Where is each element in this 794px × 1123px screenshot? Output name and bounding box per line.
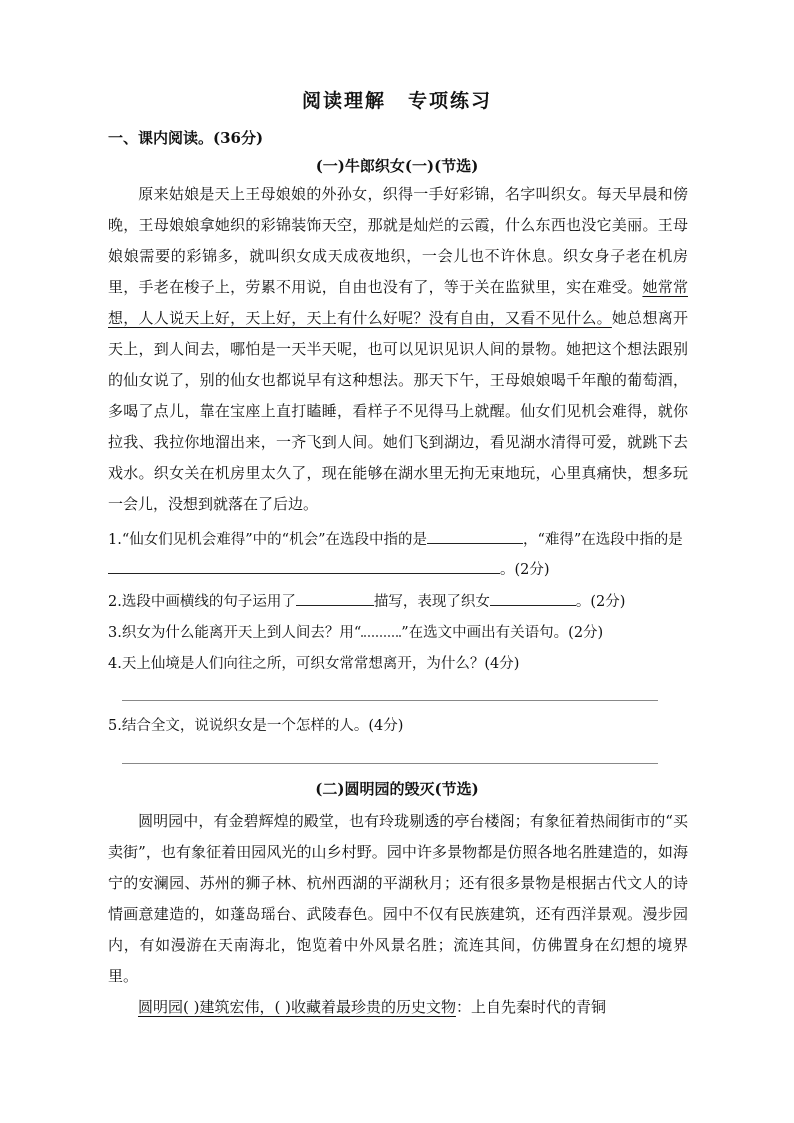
- answer-line-4[interactable]: [122, 700, 658, 701]
- passage1-subtitle: (一)牛郎织女(一)(节选): [315, 157, 479, 175]
- title-left: 阅读理解: [301, 90, 386, 112]
- passage1-before: 原来姑娘是天上王母娘娘的外孙女，织得一手好彩锦，名字叫织女。每天早晨和傍晚，王母娘娘拿她织的彩锦装饰天空，那就是灿烂的云霞，什么东西也没它美丽。王母娘娘需要的彩锦多，就叫织女成天成夜地织，一会儿也不许休息。织女身子老在机房里，手老在梭子上，劳累不用说，自由也没有了，等于关在监狱里，实在难受。: [108, 185, 688, 296]
- passage2-text: [108, 806, 688, 992]
- passage1-underlined-sentence: 她常常想，人人说天上好，天上好，天上有什么好呢？没有自由，又看不见什么。: [108, 278, 688, 327]
- passage2-underlined-sentence: 圆明园( )建筑宏伟，( )收藏着最珍贵的历史文物: [138, 998, 456, 1016]
- question-3: 3.织女为什么能离开天上到人间去？用“ ”在选文中画出有关语句。(2分): [108, 618, 698, 648]
- section-heading-1: 一、课内阅读。(36分): [108, 129, 264, 147]
- passage2-paragraph-1: 圆明园中，有金碧辉煌的殿堂，也有玲珑剔透的亭台楼阁；有象征着热闹街市的“买卖街”，也有象征着田园风光的山乡村野。园中许多景物都是仿照各地名胜建造的，如海宁的安澜园、苏州的狮子林、杭州西湖的平湖秋月；还有很多景物是根据古代文人的诗情画意建造的，如蓬岛瑶台、武陵春色。园中不仅有民族建筑，还有西洋景观。漫步园内，有如漫游在天南海北，饱览着中外风景名胜；流连其间，仿佛置身在幻想的境界里。: [108, 812, 688, 985]
- question-1: 1.“仙女们见机会难得”中的“机会”在选段中指的是 ，“难得”在选段中指的是。(2分): [108, 525, 698, 585]
- answer-blank-2b[interactable]: [490, 589, 576, 606]
- answer-blank-1b[interactable]: [108, 557, 500, 574]
- question-2: 2.选段中画横线的句子运用了 描写，表现了织女 。(2分): [108, 587, 698, 617]
- passage2-paragraph-2: 圆明园( )建筑宏伟，( )收藏着最珍贵的历史文物：上自先秦时代的青铜: [138, 998, 606, 1016]
- passage2-subtitle: (二)圆明园的毁灭(节选): [315, 780, 479, 798]
- answer-line-5[interactable]: [122, 763, 658, 764]
- answer-blank-2a[interactable]: [296, 589, 374, 606]
- question-4: 4.天上仙境是人们向往之所，可织女常常想离开，为什么？(4分): [108, 656, 520, 672]
- wavy-underline-mark: [361, 621, 401, 637]
- question-5: 5.结合全文，说说织女是一个怎样的人。(4分): [108, 718, 404, 734]
- passage1-after: 她总想离开天上，到人间去，哪怕是一天半天呢，也可以见识见识人间的景物。她把这个想法跟别的仙女说了，别的仙女也都说早有这种想法。那天下午，王母娘娘喝千年酿的葡萄酒，多喝了点儿，靠在宝座上直打瞌睡，看样子不见得马上就醒。仙女们见机会难得，就你拉我、我拉你地溜出来，一齐飞到人间。她们飞到湖边，看见湖水清得可爱，就跳下去戏水。织女关在机房里太久了，现在能够在湖水里无拘无束地玩，心里真痛快，想多玩一会儿，没想到就落在了后边。: [108, 309, 688, 513]
- answer-blank-1a[interactable]: [427, 527, 523, 544]
- page-title: [0, 86, 794, 113]
- passage1-text: [108, 179, 688, 520]
- title-right: 专项练习: [408, 90, 493, 112]
